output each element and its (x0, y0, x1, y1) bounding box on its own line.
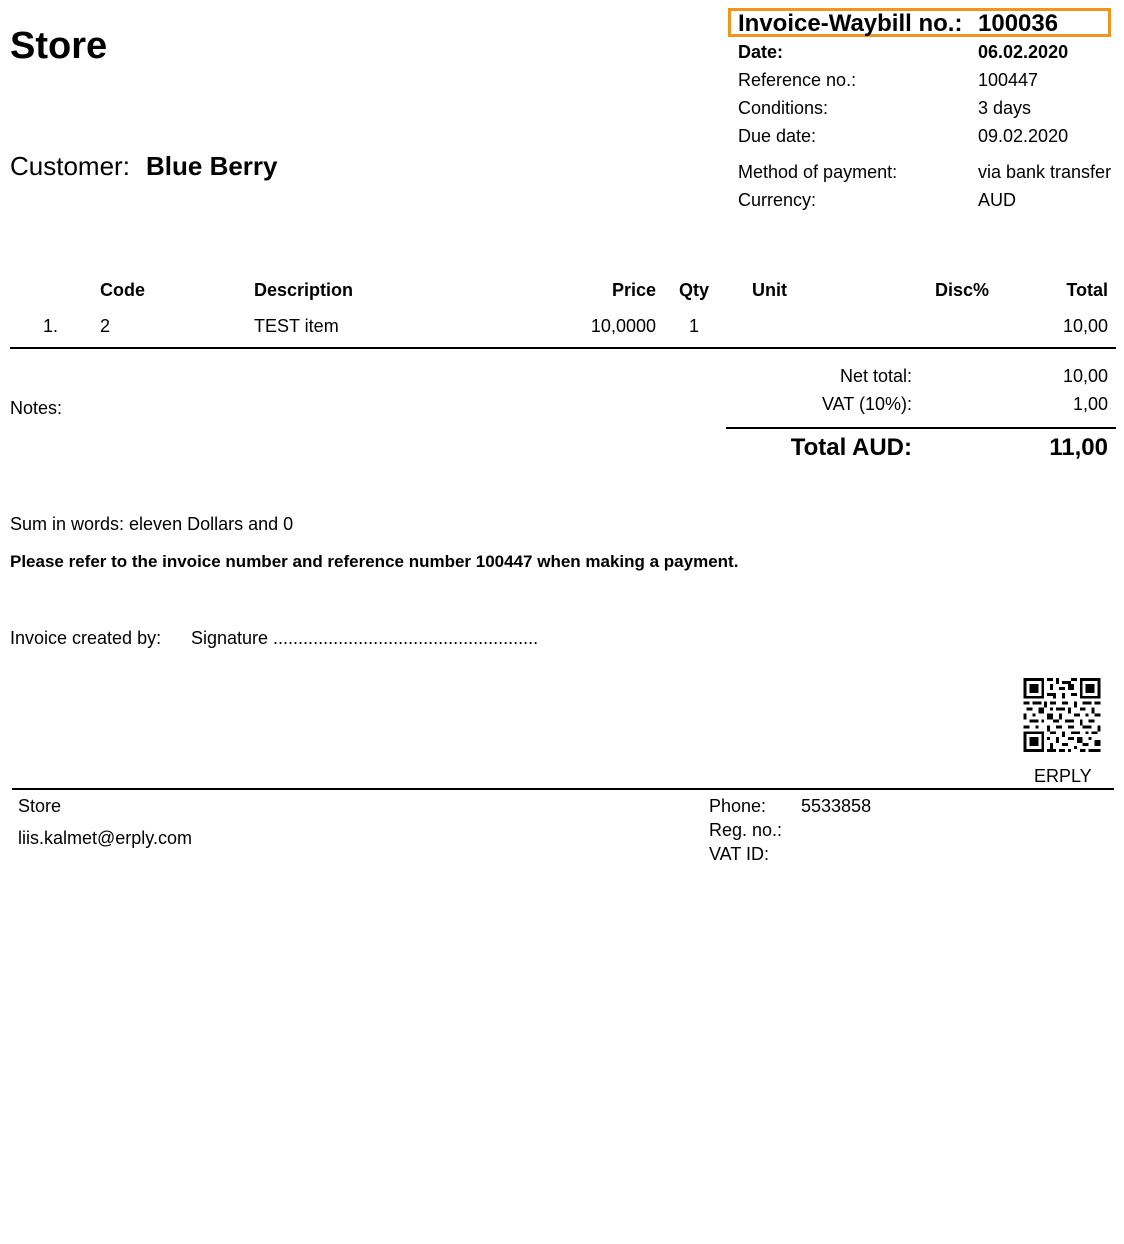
due-date-label: Due date: (738, 126, 817, 146)
footer-phone-value: 5533858 (801, 796, 872, 816)
row-number: 1. (43, 316, 59, 336)
due-date-value: 09.02.2020 (978, 126, 1069, 146)
qr-caption: ERPLY (1034, 766, 1092, 786)
summary-divider (726, 427, 1116, 429)
date-label: Date: (738, 42, 784, 62)
net-total-label: Net total: (839, 366, 912, 386)
reference-label: Reference no.: (738, 70, 857, 90)
grand-total-value: 11,00 (1049, 434, 1108, 461)
signature-line: Signature ..................................................... (191, 628, 539, 648)
footer-divider (12, 788, 1114, 790)
date-value: 06.02.2020 (978, 42, 1069, 62)
payment-method-value: via bank transfer (978, 162, 1112, 182)
footer-company: Store (18, 796, 62, 816)
col-header-unit: Unit (752, 280, 787, 300)
conditions-value: 3 days (978, 98, 1032, 118)
created-by-label: Invoice created by: (10, 628, 162, 648)
footer-reg-label: Reg. no.: (709, 820, 783, 840)
qr-finder-top-right (1080, 678, 1101, 699)
reference-value: 100447 (978, 70, 1039, 90)
net-total-value: 10,00 (1062, 366, 1108, 386)
payment-method-label: Method of payment: (738, 162, 898, 182)
footer-phone-label: Phone: (709, 796, 767, 816)
sum-in-words: Sum in words: eleven Dollars and 0 (10, 514, 294, 534)
table-divider (10, 347, 1116, 349)
row-code: 2 (100, 316, 111, 336)
col-header-disc: Disc% (935, 280, 990, 300)
invoice-number-value: 100036 (978, 10, 1059, 37)
notes-label: Notes: (10, 398, 63, 418)
col-header-price: Price (611, 280, 656, 300)
grand-total-label: Total AUD: (790, 434, 912, 461)
footer-email[interactable]: liis.kalmet@erply.com (18, 828, 192, 848)
currency-label: Currency: (738, 190, 817, 210)
row-price: 10,0000 (590, 316, 656, 336)
vat-label: VAT (10%): (821, 394, 912, 414)
payment-instruction: Please refer to the invoice number and reference number 100447 when making a payment. (10, 552, 739, 571)
qr-finder-top-left (1024, 678, 1045, 699)
invoice-number-label: Invoice-Waybill no.: (738, 10, 963, 37)
qr-code (1023, 678, 1101, 752)
qr-finder-bottom-left (1024, 731, 1045, 752)
col-header-qty: Qty (679, 280, 710, 300)
col-header-description: Description (254, 280, 354, 300)
conditions-label: Conditions: (738, 98, 829, 118)
row-description: TEST item (254, 316, 339, 336)
footer-vat-label: VAT ID: (709, 844, 770, 864)
currency-value: AUD (978, 190, 1017, 210)
col-header-code: Code (100, 280, 145, 300)
customer-label: Customer: (10, 151, 130, 181)
row-qty: 1 (689, 316, 700, 336)
company-title: Store (10, 25, 108, 67)
col-header-total: Total (1066, 280, 1108, 300)
vat-value: 1,00 (1072, 394, 1108, 414)
customer-name: Blue Berry (146, 151, 278, 181)
row-total: 10,00 (1062, 316, 1108, 336)
